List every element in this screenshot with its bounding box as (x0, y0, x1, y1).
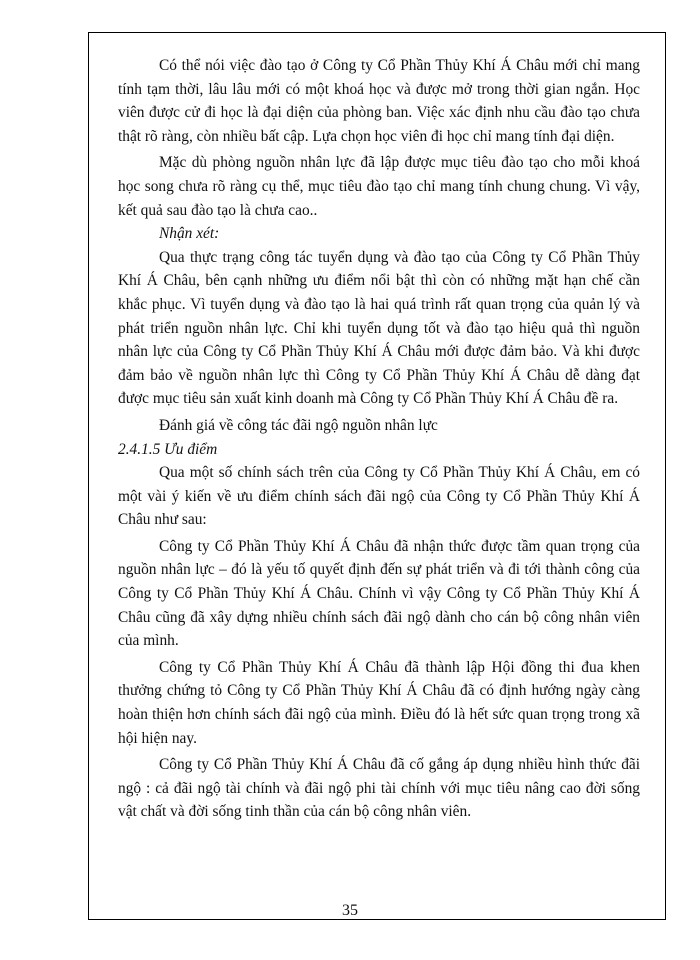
paragraph-hr-awareness: Công ty Cổ Phần Thủy Khí Á Châu đã nhận thức được tầm quan trọng của nguồn nhân lực – đó là yếu tố quyết định đến sự phát triển và đi tới thành công của Công ty Cổ Phần Thủy Khí Á Châu. Chính vì vậy Công ty Cổ Phần Thủy Khí Á Châu cũng đã xây dựng nhiều chính sách đãi ngộ dành cho cán bộ công nhân viên của mình. (118, 537, 640, 650)
paragraph-training-goals: Mặc dù phòng nguồn nhân lực đã lập được mục tiêu đào tạo cho mỗi khoá học song chưa rõ ràng cụ thể, mục tiêu đào tạo chỉ mang tính chung chung. Vì vậy, kết quả sau đào tạo là chưa cao.. (118, 154, 640, 219)
paragraph-advantages-intro: Qua một số chính sách trên của Công ty Cổ Phần Thủy Khí Á Châu, em có một vài ý kiến về ưu điểm chính sách đãi ngộ của Công ty Cổ Phần Thủy Khí Á Châu như sau: (118, 464, 640, 529)
paragraph-compensation-evaluation: Đánh giá về công tác đãi ngộ nguồn nhân lực (159, 416, 438, 434)
paragraph-remark: Qua thực trạng công tác tuyển dụng và đào tạo của Công ty Cổ Phần Thủy Khí Á Châu, bên cạnh những ưu điểm nổi bật thì còn có những mặt hạn chế cần khắc phục. Vì tuyển dụng và đào tạo là hai quá trình rất quan trọng của quản lý và phát triển nguồn nhân lực. Chỉ khi tuyển dụng tốt và đào tạo hiệu quả thì nguồn nhân lực của Công ty Cổ Phần Thủy Khí Á Châu mới được đảm bảo. Và khi được đảm bảo về nguồn nhân lực thì Công ty Cổ Phần Thủy Khí Á Châu dễ dàng đạt được mục tiêu sản xuất kinh doanh mà Công ty Cổ Phần Thủy Khí Á Châu đề ra. (118, 248, 640, 408)
paragraph-training-temporary: Có thể nói việc đào tạo ở Công ty Cổ Phần Thủy Khí Á Châu mới chỉ mang tính tạm thời, lâu lâu mới có một khoá học và được mở trong thời gian ngắn. Học viên được cử đi học là đại diện của phòng ban. Việc xác định nhu cầu đào tạo chưa thật rõ ràng, còn nhiều bất cập. Lựa chọn học viên đi học chỉ mang tính đại diện. (118, 57, 640, 145)
page-number: 35 (342, 902, 358, 919)
section-heading-advantages: 2.4.1.5 Ưu điểm (118, 440, 218, 458)
paragraph-compensation-forms: Công ty Cổ Phần Thủy Khí Á Châu đã cố gắng áp dụng nhiều hình thức đãi ngộ : cả đãi ngộ tài chính và đãi ngộ phi tài chính với mục tiêu nâng cao đời sống vật chất và đời sống tinh thần của cán bộ công nhân viên. (118, 756, 640, 821)
remark-label: Nhận xét: (159, 225, 220, 243)
body-text (118, 54, 640, 824)
paragraph-reward-council: Công ty Cổ Phần Thủy Khí Á Châu đã thành lập Hội đồng thi đua khen thưởng chứng tỏ Công ty Cổ Phần Thủy Khí Á Châu đã có định hướng ngày càng hoàn thiện hơn chính sách đãi ngộ của mình. Điều đó là hết sức quan trọng trong xã hội hiện nay. (118, 658, 640, 747)
